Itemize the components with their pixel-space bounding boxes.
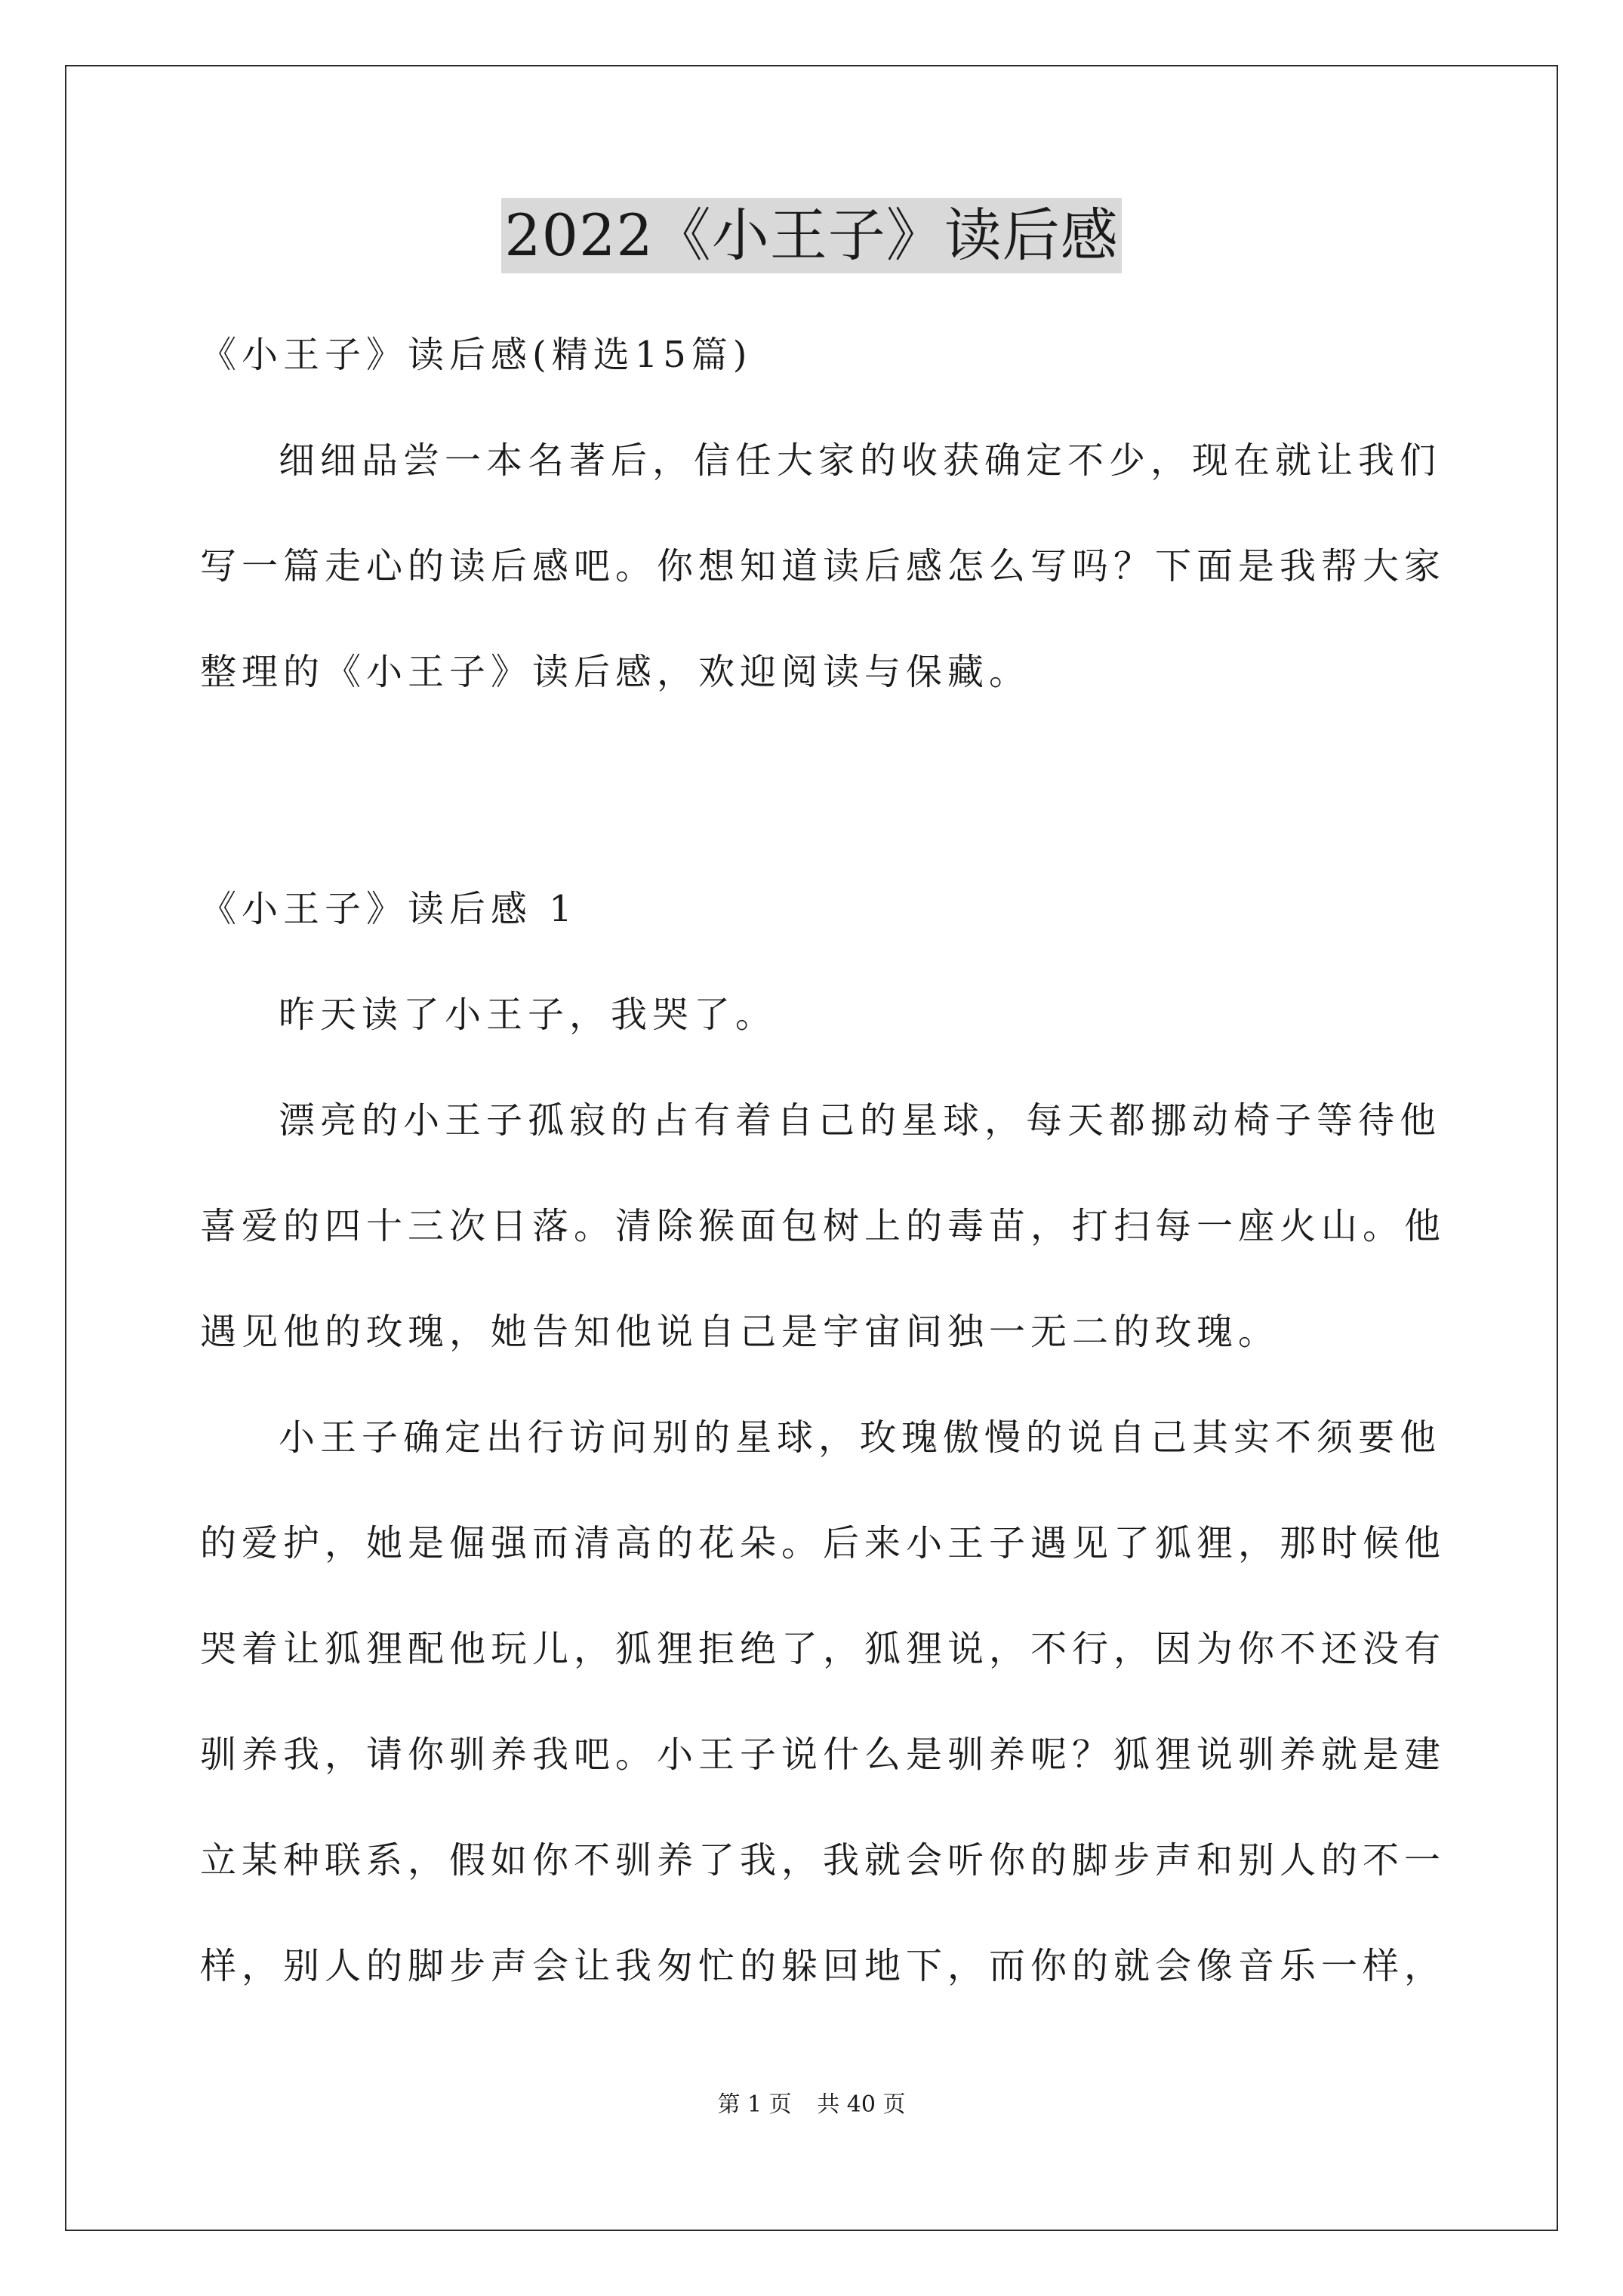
- intro-line: 细细品尝一本名著后，信任大家的收获确定不少，现在就让我们: [279, 439, 1442, 482]
- page-footer: [0, 2090, 1623, 2120]
- paragraph-line: 喜爱的四十三次日落。清除猴面包树上的毒苗，打扫每一座火山。他: [200, 1205, 1446, 1247]
- section-heading-block: [200, 856, 1431, 962]
- subtitle-block: [200, 302, 1431, 408]
- document-subtitle: 《小王子》读后感(精选15篇): [200, 334, 753, 376]
- paragraph-line: 遇见他的玫瑰，她告知他说自己是宇宙间独一无二的玫瑰。: [200, 1311, 1280, 1353]
- section-heading: 《小王子》读后感 1: [200, 888, 577, 930]
- title-container: [0, 198, 1623, 273]
- paragraph-line: 漂亮的小王子孤寂的占有着自己的星球，每天都挪动椅子等待他: [279, 1099, 1442, 1142]
- page-number: 第 1 页: [717, 2091, 792, 2118]
- paragraph-line: 的爱护，她是倔强而清高的花朵。后来小王子遇见了狐狸，那时候他: [200, 1522, 1446, 1564]
- paragraph-line: 立某种联系，假如你不驯养了我，我就会听你的脚步声和别人的不一: [200, 1839, 1446, 1881]
- intro-paragraph: [200, 408, 1446, 725]
- page-total: 共 40 页: [817, 2091, 906, 2118]
- paragraph-line: 昨天读了小王子，我哭了。: [279, 994, 778, 1036]
- paragraph-line: 哭着让狐狸配他玩儿，狐狸拒绝了，狐狸说，不行，因为你不还没有: [200, 1628, 1446, 1670]
- paragraph-line: 驯养我，请你驯养我吧。小王子说什么是驯养呢？狐狸说驯养就是建: [200, 1734, 1446, 1776]
- paragraph-3: [200, 1385, 1446, 2019]
- document-title: 2022《小王子》读后感: [501, 198, 1121, 273]
- paragraph-2: [200, 1068, 1446, 1385]
- intro-line: 整理的《小王子》读后感，欢迎阅读与保藏。: [200, 651, 1031, 693]
- intro-line: 写一篇走心的读后感吧。你想知道读后感怎么写吗？下面是我帮大家: [200, 545, 1446, 587]
- paragraph-1: [200, 962, 1431, 1068]
- paragraph-line: 小王子确定出行访问别的星球，玫瑰傲慢的说自己其实不须要他: [279, 1416, 1442, 1459]
- paragraph-line: 样，别人的脚步声会让我匆忙的躲回地下，而你的就会像音乐一样，: [200, 1945, 1446, 1987]
